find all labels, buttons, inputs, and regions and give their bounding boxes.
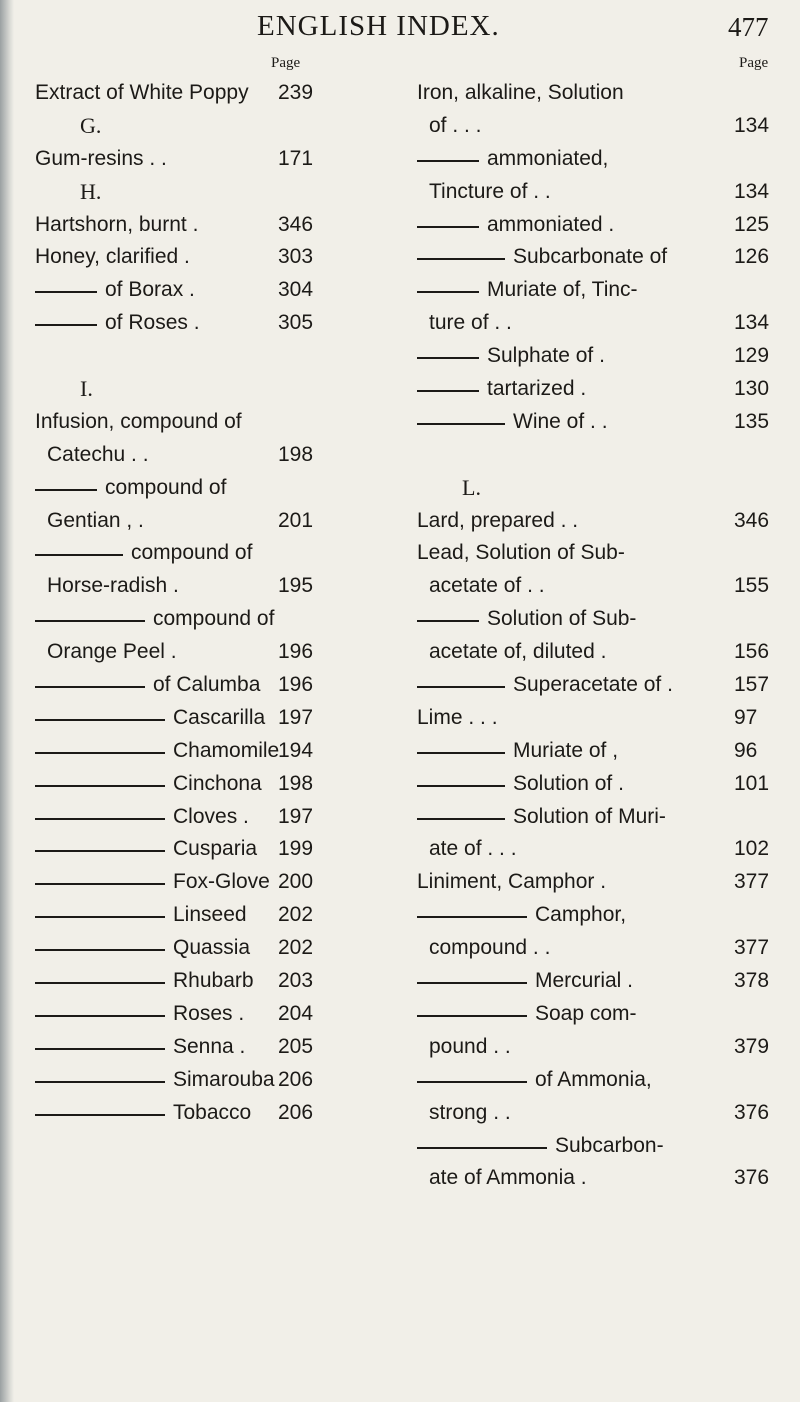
ditto-dash: [417, 620, 479, 622]
ditto-dash: [417, 160, 479, 162]
ditto-dash: [35, 1048, 165, 1050]
entry-text: Senna .: [173, 1034, 246, 1058]
index-entry: [35, 274, 375, 307]
running-header: [0, 8, 800, 48]
index-entry: [417, 669, 777, 702]
index-entry: [417, 406, 777, 439]
entry-text: of Borax .: [105, 278, 195, 302]
entry-page-number: 205: [278, 1034, 314, 1058]
index-entry: [417, 1162, 777, 1195]
entry-text: ammoniated .: [487, 212, 615, 236]
ditto-dash: [417, 752, 505, 754]
entry-page-number: 134: [734, 113, 770, 137]
index-entry: [417, 340, 777, 373]
index-entry: [417, 143, 777, 176]
entry-text: Chamomile: [173, 738, 280, 762]
ditto-dash: [35, 554, 123, 556]
index-entry: [35, 768, 375, 801]
ditto-dash: [35, 916, 165, 918]
ditto-dash: [35, 982, 165, 984]
letter-heading: H.: [80, 178, 102, 204]
index-entry: [35, 603, 375, 636]
entry-text: Infusion, compound of: [35, 409, 242, 433]
ditto-dash: [417, 390, 479, 392]
entry-text: acetate of, diluted .: [429, 640, 607, 664]
right-page-label: Page: [739, 55, 769, 71]
index-entry: [417, 735, 777, 768]
ditto-dash: [417, 785, 505, 787]
index-entry: [417, 274, 777, 307]
index-entry: [35, 505, 375, 538]
index-entry: [417, 209, 777, 242]
ditto-dash: [417, 1147, 547, 1149]
index-entry: [35, 406, 375, 439]
entry-text: Cinchona: [173, 771, 262, 795]
entry-page-number: 125: [734, 212, 770, 236]
entry-page-number: 377: [734, 936, 770, 960]
entry-text: Subcarbonate of: [513, 245, 668, 269]
entry-text: Horse-radish .: [47, 574, 179, 598]
entry-text: Lead, Solution of Sub-: [417, 541, 625, 565]
entry-text: Mercurial .: [535, 969, 634, 993]
entry-page-number: 379: [734, 1034, 770, 1058]
ditto-dash: [417, 357, 479, 359]
ditto-dash: [35, 324, 97, 326]
index-entry: [417, 702, 777, 735]
entry-page-number: 156: [734, 640, 770, 664]
entry-page-number: 157: [734, 673, 770, 697]
entry-text: Catechu . .: [47, 442, 149, 466]
entry-page-number: 376: [734, 1100, 770, 1124]
ditto-dash: [417, 226, 479, 228]
letter-heading: I.: [80, 376, 93, 402]
index-entry: [35, 472, 375, 505]
index-entry: [417, 176, 777, 209]
entry-page-number: 202: [278, 903, 314, 927]
entry-page-number: 155: [734, 574, 770, 598]
entry-text: ate of . . .: [429, 837, 517, 861]
index-entry: [35, 833, 375, 866]
entry-text: Gum-resins . .: [35, 146, 167, 170]
index-entry: [35, 669, 375, 702]
index-entry: [35, 143, 375, 176]
entry-text: ate of Ammonia .: [429, 1166, 587, 1190]
section-letter: [35, 110, 375, 143]
ditto-dash: [35, 883, 165, 885]
index-entry: [35, 866, 375, 899]
entry-text: pound . .: [429, 1034, 511, 1058]
entry-page-number: 202: [278, 936, 314, 960]
entry-text: Muriate of, Tinc-: [487, 278, 638, 302]
index-entry: [417, 1130, 777, 1163]
entry-text: Lime . . .: [417, 705, 498, 729]
index-entry: [35, 1097, 375, 1130]
entry-text: Linseed: [173, 903, 247, 927]
ditto-dash: [417, 1081, 527, 1083]
entry-text: Liniment, Camphor .: [417, 870, 607, 894]
entry-text: Cascarilla: [173, 705, 266, 729]
index-entry: [35, 932, 375, 965]
entry-text: Tobacco: [173, 1100, 252, 1124]
entry-page-number: 304: [278, 278, 314, 302]
entry-page-number: 198: [278, 442, 314, 466]
ditto-dash: [35, 489, 97, 491]
index-entry: [35, 1064, 375, 1097]
index-entry: [417, 537, 777, 570]
entry-page-number: 96: [734, 738, 758, 762]
index-entry: [417, 307, 777, 340]
index-entry: [417, 965, 777, 998]
entry-text: Camphor,: [535, 903, 627, 927]
ditto-dash: [35, 620, 145, 622]
ditto-dash: [35, 1015, 165, 1017]
entry-text: Sulphate of .: [487, 344, 605, 368]
entry-text: Orange Peel .: [47, 640, 177, 664]
index-entry: [417, 899, 777, 932]
entry-text: Roses .: [173, 1001, 245, 1025]
entry-page-number: 346: [734, 508, 770, 532]
ditto-dash: [35, 686, 145, 688]
ditto-dash: [35, 949, 165, 951]
index-entry: [35, 899, 375, 932]
entry-text: Muriate of ,: [513, 738, 619, 762]
index-entry: [35, 77, 375, 110]
ditto-dash: [35, 1081, 165, 1083]
index-entry: [35, 570, 375, 603]
ditto-dash: [417, 291, 479, 293]
entry-page-number: 378: [734, 969, 770, 993]
entry-text: Superacetate of .: [513, 673, 673, 697]
entry-text: Cloves .: [173, 804, 249, 828]
entry-text: Soap com-: [535, 1001, 637, 1025]
entry-text: Quassia: [173, 936, 251, 960]
index-entry: [417, 603, 777, 636]
entry-page-number: 197: [278, 804, 314, 828]
ditto-dash: [35, 291, 97, 293]
left-entries: [35, 77, 375, 1130]
entry-page-number: 126: [734, 245, 770, 269]
index-entry: [417, 439, 777, 472]
entry-page-number: 377: [734, 870, 770, 894]
entry-page-number: 171: [278, 146, 314, 170]
entry-text: Lard, prepared . .: [417, 508, 579, 532]
ditto-dash: [35, 719, 165, 721]
index-entry: [417, 570, 777, 603]
index-entry: [417, 768, 777, 801]
page-number: 477: [728, 12, 769, 42]
ditto-dash: [417, 818, 505, 820]
entry-text: Honey, clarified .: [35, 245, 190, 269]
entry-page-number: 206: [278, 1100, 314, 1124]
entry-page-number: 101: [734, 771, 770, 795]
index-entry: [35, 340, 375, 373]
index-entry: [417, 866, 777, 899]
entry-text: compound of: [131, 541, 253, 565]
book-spine-shadow: [0, 0, 14, 1402]
index-entry: [417, 77, 777, 110]
entry-page-number: 197: [278, 705, 314, 729]
entry-page-number: 97: [734, 705, 758, 729]
entry-page-number: 206: [278, 1067, 314, 1091]
ditto-dash: [35, 850, 165, 852]
entry-page-number: 303: [278, 245, 314, 269]
entry-text: strong . .: [429, 1100, 511, 1124]
entry-page-number: 239: [278, 81, 314, 104]
ditto-dash: [417, 686, 505, 688]
entry-text: Simarouba: [173, 1067, 275, 1091]
index-entry: [417, 636, 777, 669]
entry-text: of Ammonia,: [535, 1067, 652, 1091]
ditto-dash: [417, 1015, 527, 1017]
index-entry: [35, 439, 375, 472]
section-letter: [35, 373, 375, 406]
entry-page-number: 130: [734, 377, 770, 401]
index-entry: [417, 801, 777, 834]
entry-text: Solution of Muri-: [513, 804, 666, 828]
ditto-dash: [35, 1114, 165, 1116]
entry-text: of Roses .: [105, 311, 200, 335]
ditto-dash: [35, 785, 165, 787]
index-entry: [35, 801, 375, 834]
entry-text: acetate of . .: [429, 574, 545, 598]
entry-page-number: 200: [278, 870, 314, 894]
entry-page-number: 376: [734, 1166, 770, 1190]
entry-page-number: 196: [278, 673, 314, 697]
index-entry: [417, 1064, 777, 1097]
entry-text: Subcarbon-: [555, 1133, 664, 1157]
entry-page-number: 346: [278, 212, 314, 236]
entry-page-number: 129: [734, 344, 770, 368]
ditto-dash: [417, 916, 527, 918]
entry-text: Gentian , .: [47, 508, 144, 532]
index-entry: [417, 932, 777, 965]
index-entry: [35, 241, 375, 274]
entry-page-number: 196: [278, 640, 314, 664]
entry-text: Wine of . .: [513, 409, 608, 433]
entry-page-number: 203: [278, 969, 314, 993]
entry-text: Iron, alkaline, Solution: [417, 81, 624, 104]
entry-text: tartarized .: [487, 377, 587, 401]
ditto-dash: [417, 258, 505, 260]
left-page-label: Page: [271, 55, 301, 71]
entry-text: Tincture of . .: [429, 179, 551, 203]
entry-text: Solution of Sub-: [487, 607, 637, 631]
section-letter: [417, 472, 777, 505]
index-entry: [417, 110, 777, 143]
index-entry: [35, 735, 375, 768]
section-letter: [35, 176, 375, 209]
entry-text: compound of: [153, 607, 275, 631]
index-entry: [35, 702, 375, 735]
entry-page-number: 204: [278, 1001, 314, 1025]
entry-text: compound . .: [429, 936, 551, 960]
ditto-dash: [35, 752, 165, 754]
index-entry: [35, 965, 375, 998]
entry-page-number: 198: [278, 771, 314, 795]
index-entry: [417, 998, 777, 1031]
entry-page-number: 194: [278, 738, 314, 762]
letter-heading: G.: [80, 112, 102, 138]
index-entry: [417, 241, 777, 274]
index-entry: [35, 209, 375, 242]
index-entry: [417, 373, 777, 406]
entry-page-number: 199: [278, 837, 314, 861]
entry-text: Solution of .: [513, 771, 624, 795]
entry-page-number: 134: [734, 179, 770, 203]
entry-text: Extract of White Poppy: [35, 81, 249, 104]
letter-heading: L.: [462, 474, 481, 500]
entry-page-number: 305: [278, 311, 314, 335]
entry-text: ture of . .: [429, 311, 512, 335]
index-entry: [35, 1031, 375, 1064]
right-entries: [417, 77, 777, 1195]
index-entry: [35, 307, 375, 340]
entry-text: of . . .: [429, 113, 482, 137]
entry-text: ammoniated,: [487, 146, 609, 170]
index-entry: [417, 1097, 777, 1130]
entry-page-number: 135: [734, 409, 770, 433]
entry-page-number: 195: [278, 574, 314, 598]
entry-text: Rhubarb: [173, 969, 254, 993]
entry-page-number: 134: [734, 311, 770, 335]
entry-text: Fox-Glove: [173, 870, 270, 894]
index-entry: [35, 998, 375, 1031]
index-entry: [417, 505, 777, 538]
index-entry: [35, 537, 375, 570]
entry-page-number: 201: [278, 508, 314, 532]
ditto-dash: [417, 982, 527, 984]
entry-text: compound of: [105, 475, 227, 499]
ditto-dash: [35, 818, 165, 820]
entry-text: of Calumba: [153, 673, 261, 697]
ditto-dash: [417, 423, 505, 425]
entry-page-number: 102: [734, 837, 770, 861]
index-entry: [35, 636, 375, 669]
entry-text: Cusparia: [173, 837, 258, 861]
index-entry: [417, 1031, 777, 1064]
entry-text: Hartshorn, burnt .: [35, 212, 199, 236]
index-entry: [417, 833, 777, 866]
running-head-title: ENGLISH INDEX.: [257, 10, 500, 42]
